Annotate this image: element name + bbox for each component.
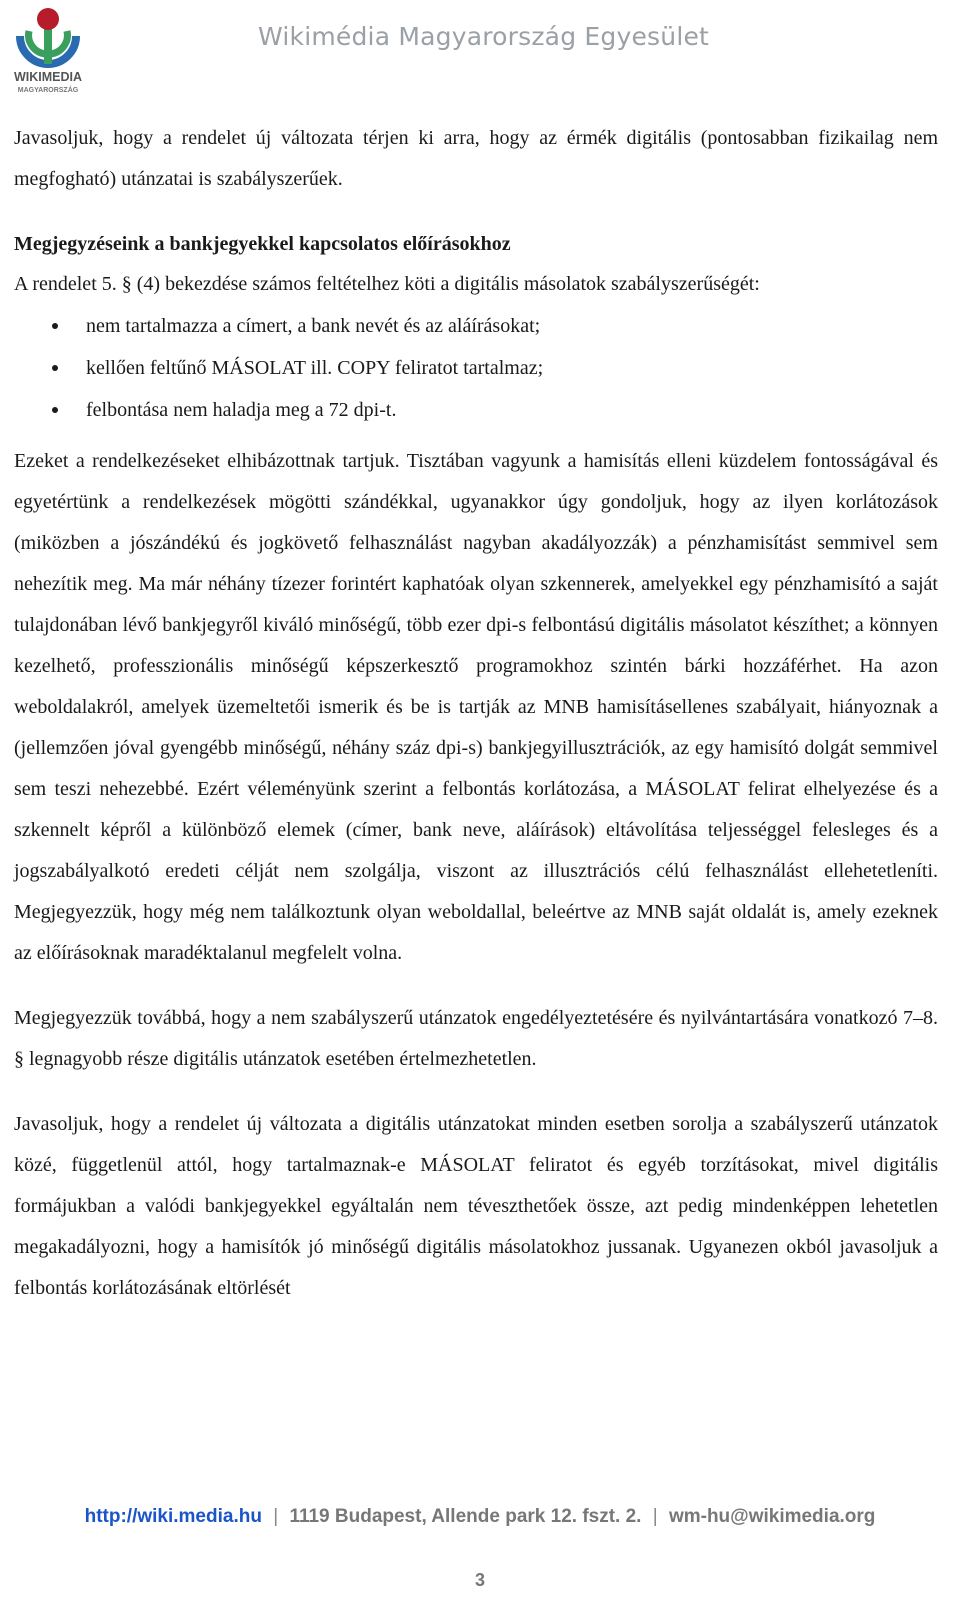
bullet-icon	[52, 365, 58, 371]
paragraph-argument: Ezeket a rendelkezéseket elhibázottnak tartjuk. Tisztában vagyunk a hamisítás elleni küzdelem fontosságával és egyetértünk a rendelkezések mögötti szándékkal, ugyanakkor úgy gondoljuk, hogy az ilyen korlátozások (miközben a jószándékú és jogkövető felhasználást nagyban akadályozzák) a pénzhamisítást semmivel sem nehezítik meg. Ma már néhány tízezer forintért kaphatóak olyan szkennerek, amelyekkel egy pénzhamisító a saját tulajdonában lévő bankjegyről kiváló minőségű, több ezer dpi-s felbontású digitális másolatot készíthet; a könnyen kezelhető, professzionális minőségű képszerkesztő programokhoz szintén bárki hozzáférhet. Ha azon weboldalakról, amelyek üzemeltetői ismerik és be is tartják az MNB hamisításellenes szabályait, hiányoznak a (jellemzően jóval gyengébb minőségű, néhány száz dpi-s) bankjegyillusztrációk, az egy hamisító dolgát semmivel sem teszi nehezebbé. Ezért véleményünk szerint a felbontás korlátozása, a MÁSOLAT felirat elhelyezése és a szkennelt képről a különböző elemek (címer, bank neve, aláírások) eltávolítása teljességgel felesleges és a jogszabályalkotó eredeti célját nem szolgálja, viszont az illusztrációs célú felhasználást ellehetetleníti. Megjegyezzük, hogy még nem találkoztunk olyan weboldallal, beleértve az MNB saját oldalát is, amely ezeknek az előírásoknak maradéktalanul megfelelt volna.	[14, 450, 938, 964]
wikimedia-logo	[6, 4, 90, 96]
page-header	[0, 0, 960, 100]
bullet-icon	[52, 407, 58, 413]
paragraph-recommendation: Javasoljuk, hogy a rendelet új változata a digitális utánzatokat minden esetben sorolja a szabályszerű utánzatok közé, függetlenül attól, hogy tartalmaznak-e MÁSOLAT feliratot és egyéb torzításokat, mivel digitális formájukban a valódi bankjegyekkel egyáltalán nem téveszthetőek össze, azt pedig mindenképpen lehetetlen megakadályozni, hogy a hamisítók jó minőségű digitális másolatokhoz jussanak. Ugyanezen okból javasoljuk a felbontás korlátozásának eltörlését	[14, 1113, 938, 1299]
document-body	[14, 118, 938, 1309]
paragraph-coins-proposal: Javasoljuk, hogy a rendelet új változata térjen ki arra, hogy az érmék digitális (pontosabban fizikailag nem megfogható) utánzatai is szabályszerűek.	[14, 127, 938, 190]
bullet-icon	[52, 323, 58, 329]
separator: |	[273, 1506, 279, 1527]
page-number: 3	[474, 1570, 485, 1590]
paragraph-note: Megjegyezzük továbbá, hogy a nem szabályszerű utánzatok engedélyeztetésére és nyilvántartására vonatkozó 7–8. § legnagyobb része digitális utánzatok esetében értelmezhetetlen.	[14, 1007, 938, 1070]
paragraph-intro: A rendelet 5. § (4) bekezdése számos feltételhez köti a digitális másolatok szabályszerűségét:	[14, 273, 760, 295]
list-item: kellően feltűnő MÁSOLAT ill. COPY feliratot tartalmaz;	[14, 347, 938, 389]
address: 1119 Budapest, Allende park 12. fszt. 2.	[289, 1506, 642, 1527]
list-item: nem tartalmazza a címert, a bank nevét és az aláírásokat;	[14, 305, 938, 347]
logo-text: WIKIMEDIA	[13, 70, 83, 84]
page-footer	[0, 1506, 960, 1528]
conditions-list	[14, 305, 938, 431]
logo-subtext: MAGYARORSZÁG	[17, 87, 79, 94]
website-link[interactable]: http://wiki.media.hu	[84, 1506, 262, 1527]
separator: |	[652, 1506, 658, 1527]
section-heading: Megjegyzéseink a bankjegyekkel kapcsolatos előírásokhoz	[14, 233, 511, 255]
organization-name: Wikimédia Magyarország Egyesület	[258, 22, 710, 51]
email-link[interactable]: wm-hu@wikimedia.org	[668, 1506, 876, 1527]
list-item: felbontása nem haladja meg a 72 dpi-t.	[14, 389, 938, 431]
